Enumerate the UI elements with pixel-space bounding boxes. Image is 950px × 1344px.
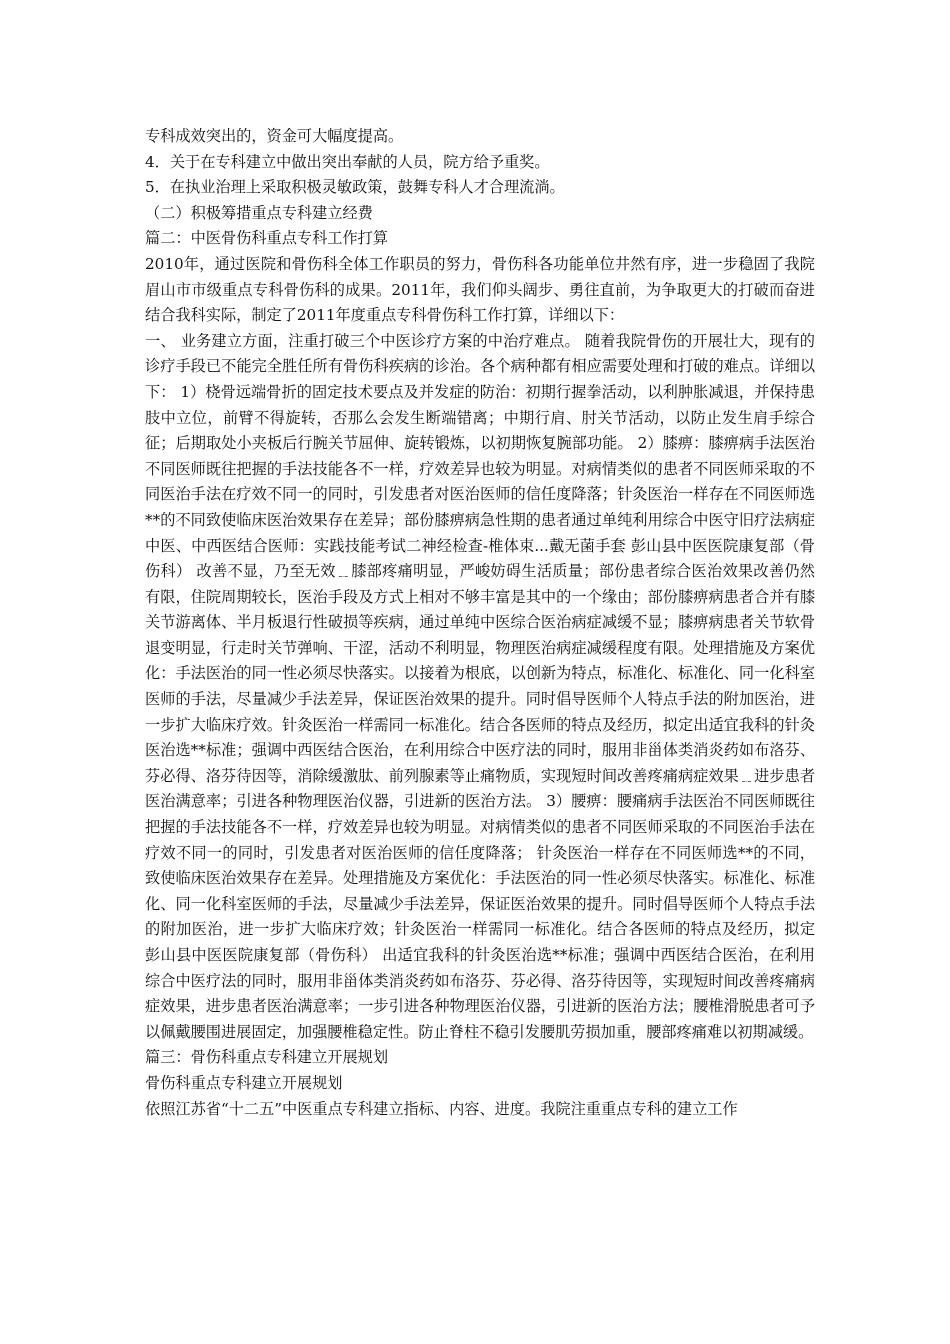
paragraph-jiangsu-plan: 依照江苏省“十二五”中医重点专科建立指标、内容、进度。我院注重重点专科的建立工作 [145,1099,738,1118]
chapter-heading-2: 篇二：中医骨伤科重点专科工作打算 [145,229,388,248]
chapter-heading-3: 篇三：骨伤科重点专科建立开展规划 [145,1048,388,1067]
paragraph-business-construction: 一、 业务建立方面，注重打破三个中医诊疗方案的中治疗难点。 随着我院骨伤的开展壮大，现有的诊疗手段已不能完全胜任所有骨伤科疾病的诊治。各个病种都有相应需要处理和打破的难点。详细以下： 1）桡骨远端骨折的固定技术要点及并发症的防治：初期行握拳活动，以利肿胀减退，并保持患肢中立位，前臂不得旋转，否那么会发生断端错离；中期行肩、肘关节活动，以防止发生肩手综合征；后期取处小夹板后行腕关节屈伸、旋转锻炼，以初期恢复腕部功能。 2）膝痹：膝痹病手法医治不同医师既往把握的手法技能各不一样，疗效差异也较为明显。对病情类似的患者不同医师采取的不同医治手法在疗效不同一的同时，引发患者对医治医师的信任度降落；针灸医治一样存在不同医师选**的不同致使临床医治效果存在差异；部份膝痹病急性期的患者通过单纯利用综合中医守旧疗法病症 中医、中西医结合医师：实践技能考试二神经检查-椎体束...戴无菌手套 彭山县中医医院康复部（骨伤科） 改善不显，乃至无效﹎膝部疼痛明显，严峻妨碍生活质量；部份患者综合医治效果改善仍然有限，住院周期较长，医治手段及方式上相对不够丰富是其中的一个缘由；部份膝痹病患者合并有膝关节游离体、半月板退行性破损等疾病，通过单纯中医综合医治病症减缓不显；膝痹病患者关节软骨退变明显，行走时关节弹响、干涩，活动不利明显，物理医治病症减缓程度有限。处理措施及方案优化：手法医治的同一性必须尽快落实。以接着为根底，以创新为特点，标准化、标准化、同一化科室医师的手法，尽量减少手法差异，保证医治效果的提升。同时倡导医师个人特点手法的附加医治，进一步扩大临床疗效。针灸医治一样需同一标准化。结合各医师的特点及经历，拟定出适宜我科的针灸医治选**标准；强调中西医结合医治，在利用综合中医疗法的同时，服用非甾体类消炎药如布洛芬、芬必得、洛芬待因等，消除缓激肽、前列腺素等止痛物质，实现短时间改善疼痛病症效果﹎进步患者医治满意率；引进各种物理医治仪器，引进新的医治方法。 3）腰痹：腰痛病手法医治不同医师既往把握的手法技能各不一样，疗效差异也较为明显。对病情类似的患者不同医师采取的不同医治手法在疗效不同一的同时，引发患者对医治医师的信任度降落； 针灸医治一样存在不同医师选**的不同，致使临床医治效果存在差异。处理措施及方案优化：手法医治的同一性必须尽快落实。标准化、标准化、同一化科室医师的手法，尽量减少手法差异，保证医治效果的提升。同时倡导医师个人特点手法的附加医治，进一步扩大临床疗效；针灸医治一样需同一标准化。结合各医师的特点及经历，拟定 彭山县中医医院康复部（骨伤科） 出适宜我科的针灸医治选**标准；强调中西医结合医治，在利用综合中医疗法的同时，服用非甾体类消炎药如布洛芬、芬必得、洛芬待因等，实现短时间改善疼痛病症效果，进步患者医治满意率；一步引进各种物理医治仪器，引进新的医治方法；腰椎滑脱患者可予以佩戴腰围进展固定，加强腰椎稳定性。防止脊柱不稳引发腰肌劳损加重，腰部疼痛难以初期减缓。 [145,331,815,1041]
paragraph-item-4: 4．关于在专科建立中做出突出奉献的人员，院方给予重奖。 [145,152,550,171]
paragraph-2010-intro: 2010年，通过医院和骨伤科全体工作职员的努力，骨伤科各功能单位井然有序，进一步稳固了我院眉山市市级重点专科骨伤科的成果。2011年，我们仰头阔步、勇往直前，为争取更大的打破而奋进结合我科实际，制定了2011年度重点专科骨伤科工作打算，详细以下： [145,254,815,325]
paragraph-item-5: 5．在执业治理上采取积极灵敏政策，鼓舞专科人才合理流淌。 [145,178,565,197]
section-title-plan: 骨伤科重点专科建立开展规划 [145,1073,343,1092]
section-heading-funding: （二）积极筹措重点专科建立经费 [145,203,373,222]
paragraph-funding-continuation: 专科成效突出的，资金可大幅度提高。 [145,127,404,145]
document-body [145,124,815,1122]
